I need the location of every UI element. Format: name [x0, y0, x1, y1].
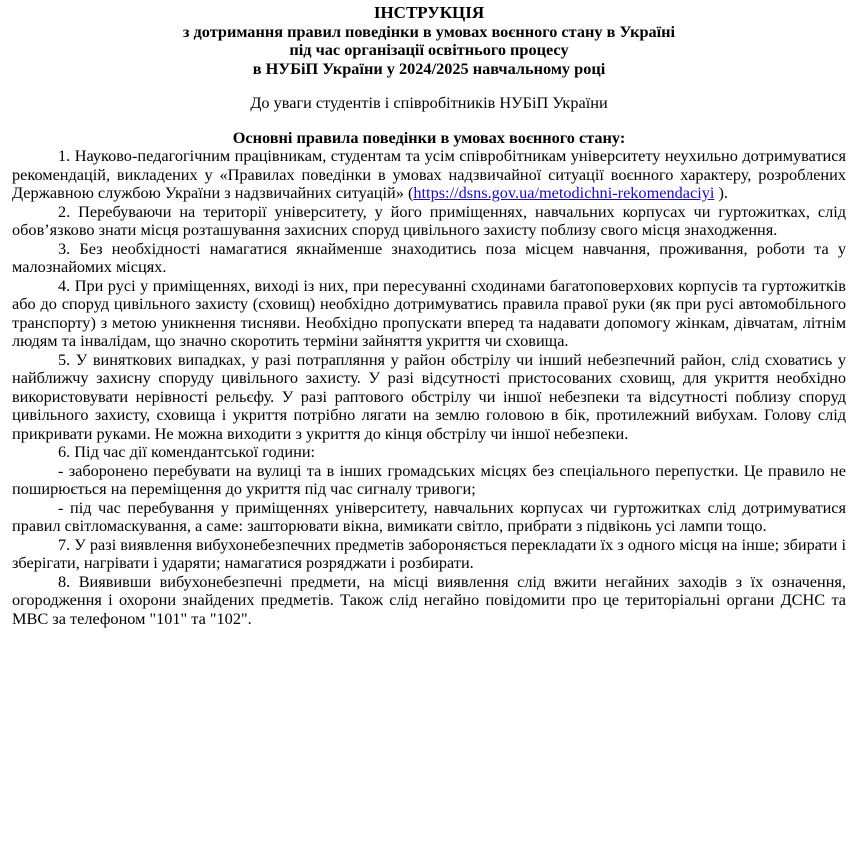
document-title: ІНСТРУКЦІЯ: [373, 3, 485, 22]
rule-8: 8. Виявивши вибухонебезпечні предмети, на місці виявлення слід вжити негайних заходів з їх означення, огородження і охорони знайдених предметів. Також слід негайно повідомити про це територіальні органи ДСНС та МВС за телефоном "101" та "102".: [12, 571, 846, 628]
document-subtitle-line-1: з дотримання правил поведінки в умовах воєнного стану в Україні: [182, 21, 676, 41]
rule-1-text: 1. Науково-педагогічним працівникам, студентам та усім співробітникам університету неухильно дотримуватися рекомендацій, викладених у «Правилах поведінки в умовах надзвичайної ситуації воєнного характеру, розроблених Державною службою України з надзвичайних ситуацій» (: [12, 146, 846, 202]
rule-3: 3. Без необхідності намагатися якнайменше знаходитись поза місцем навчання, проживання, роботи та у малознайомих місцях.: [12, 238, 846, 276]
document-subtitle-line-3: в НУБіП України у 2024/2025 навчальному році: [252, 58, 606, 78]
rule-6-intro: 6. Під час дії комендантської години:: [58, 442, 316, 461]
rule-5: 5. У виняткових випадках, у разі потрапляння у район обстрілу чи інший небезпечний район, слід сховатись у найближчу захисну споруду цивільного захисту. У разі відсутності пристосованих сховищ, для укриття необхідно використовувати нерівності рельєфу. У разі раптового обстрілу чи іншої небезпеки та відсутності поблизу споруд цивільного захисту, сховища і укриття потрібно лягати на землю головою в бік, протилежний вибухам. Голову слід прикривати руками. Не можна виходити з укриття до кінця обстрілу чи іншої небезпеки.: [12, 349, 846, 443]
document-subtitle-line-2: під час організації освітнього процесу: [289, 40, 569, 59]
document-header: [12, 4, 846, 78]
rule-4: 4. При русі у приміщеннях, виході із них, при пересуванні сходинами багатоповерхових корпусів та гуртожитків або до споруд цивільного захисту (сховищ) необхідно дотримуватись правила правої руки (як при русі автомобільного транспорту) з метою уникнення тисняви. Необхідно пропускати вперед та надавати допомогу жінкам, дівчатам, літнім людям та інвалідам, що значно скоротить терміни зайняття укриття чи сховища.: [12, 275, 846, 350]
rule-6-item-1: - заборонено перебувати на вулиці та в інших громадських місцях без спеціального перепустки. Це правило не поширюється на переміщення до укриття під час сигналу тривоги;: [12, 460, 846, 498]
dsns-recommendations-link[interactable]: https://dsns.gov.ua/metodichni-rekomendaciyi: [413, 183, 715, 202]
rule-1-tail: ).: [714, 183, 728, 202]
rule-2: 2. Перебуваючи на території університету, у його приміщеннях, навчальних корпусах чи гуртожитках, слід обов’язково знати місця розташування захисних споруд цивільного захисту поблизу свого місця знаходження.: [12, 201, 846, 239]
rule-1: [12, 147, 846, 203]
audience-note: До уваги студентів і співробітників НУБіП України: [250, 93, 608, 112]
document-page: [12, 4, 846, 628]
rule-6-item-2: - під час перебування у приміщеннях університету, навчальних корпусах чи гуртожитках слід дотримуватися правил світломаскування, а саме: зашторювати вікна, вимикати світло, прибрати з підвіконь усі лампи тощо.: [12, 497, 846, 535]
section-heading: Основні правила поведінки в умовах воєнного стану:: [232, 127, 626, 147]
rule-7: 7. У разі виявлення вибухонебезпечних предметів забороняється перекладати їх з одного місця на інше; збирати і зберігати, нагрівати і ударяти; намагатися розряджати і розбирати.: [12, 534, 846, 572]
